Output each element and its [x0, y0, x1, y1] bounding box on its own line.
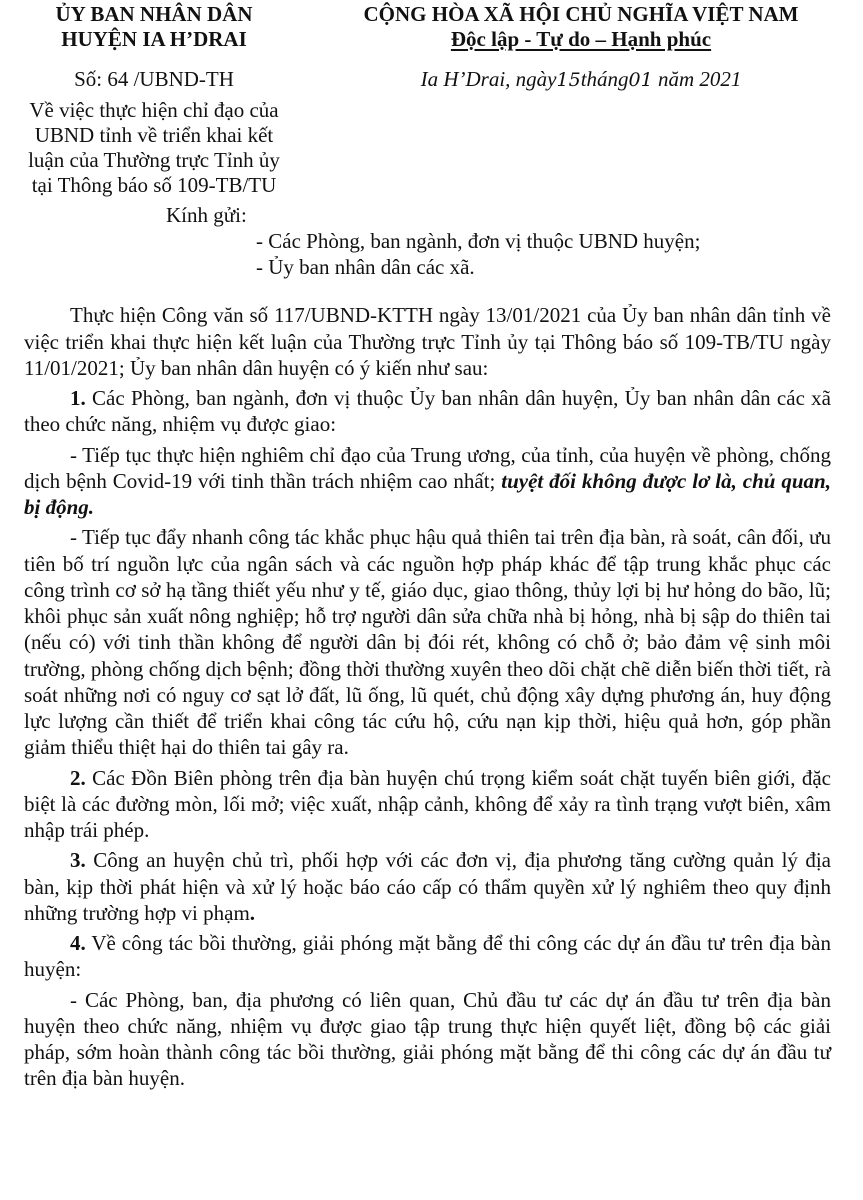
nation-title: CỘNG HÒA XÃ HỘI CHỦ NGHĨA VIỆT NAM [363, 2, 799, 26]
section-1-bullet-1 [24, 442, 831, 521]
bullet-1-text: - Tiếp tục thực hiện nghiêm chỉ đạo của Trung ương, của tỉnh, của huyện về phòng, chống dịch bệnh Covid-19 với tinh thần trách nhiệm cao nhất; [24, 442, 831, 493]
section-2-number: 2. [70, 765, 86, 790]
section-4-text: Về công tác bồi thường, giải phóng mặt bằng để thi công các dự án đầu tư trên địa bàn huyện: [24, 931, 831, 982]
document-header [24, 2, 831, 53]
recipient-block [24, 203, 831, 280]
document-body [24, 302, 831, 1091]
subject-line-4: tại Thông báo số 109-TB/TU [31, 172, 277, 197]
section-1 [24, 385, 831, 438]
doc-number-suffix: /UBND-TH [128, 66, 234, 91]
section-4-number: 4. [70, 931, 86, 956]
section-4-bullet-1: - Các Phòng, ban, địa phương có liên quan, Chủ đầu tư các dự án đầu tư trên địa bàn huyện theo chức năng, nhiệm vụ được giao tập trung thực hiện quyết liệt, đồng bộ các giải pháp, sớm hoàn thành công tác bồi thường, giải phóng mặt bằng để thi công các dự án đầu tư trên địa bàn huyện. [24, 987, 831, 1091]
subject-line-1: Về việc thực hiện chỉ đạo của [29, 98, 279, 123]
section-4 [24, 930, 831, 983]
subject-line-2: UBND tỉnh về triển khai kết [34, 123, 274, 148]
bullet-1-emphasis: tuyệt đối không được lơ là, chủ quan, bị động. [24, 468, 831, 520]
recipient-label: Kính gửi: [166, 203, 247, 228]
date-month: 01 [628, 68, 653, 91]
issuing-authority [24, 2, 284, 53]
section-2 [24, 765, 831, 844]
authority-line-2: HUYỆN IA H’DRAI [61, 27, 247, 52]
national-heading [331, 2, 831, 53]
document-number [24, 67, 284, 93]
national-motto: Độc lập - Tự do – Hạnh phúc [450, 27, 712, 52]
authority-line-1: ỦY BAN NHÂN DÂN [55, 2, 253, 26]
place-and-date [331, 67, 831, 93]
section-3-text: Công an huyện chủ trì, phối hợp với các đơn vị, địa phương tăng cường quản lý địa bàn, kịp thời phát hiện và xử lý hoặc báo cáo cấp có thẩm quyền xử lý nghiêm theo quy định những trường hợp vi phạm [24, 848, 831, 925]
section-3 [24, 847, 831, 926]
recipient-item-1: - Các Phòng, ban ngành, đơn vị thuộc UBND huyện; [256, 229, 701, 254]
section-1-bullet-2: - Tiếp tục đẩy nhanh công tác khắc phục hậu quả thiên tai trên địa bàn, rà soát, cân đối, ưu tiên bố trí nguồn lực của ngân sách và các nguồn hợp pháp khác để tập trung khắc phục các công trình cơ sở hạ tầng thiết yếu như y tế, giáo dục, giao thông, thủy lợi bị hư hỏng do bão, lũ; khôi phục sản xuất nông nghiệp; hỗ trợ người dân sửa chữa nhà bị hỏng, nhà bị sập do thiên tai (nếu có) với tinh thần không để người dân bị đói rét, không có chỗ ở; bảo đảm vệ sinh môi trường, phòng chống dịch bệnh; đồng thời thường xuyên theo dõi chặt chẽ diễn biến thời tiết, rà soát những nơi có nguy cơ sạt lở đất, lũ ống, lũ quét, chủ động xây dựng phương án, huy động lực lượng cần thiết để triển khai công tác cứu hộ, cứu nạn kịp thời, hiệu quả hơn, góp phần giảm thiểu thiệt hại do thiên tai gây ra. [24, 525, 831, 760]
section-3-end: . [249, 900, 256, 925]
month-label: tháng [580, 66, 629, 91]
document-meta [24, 67, 831, 93]
intro-paragraph: Thực hiện Công văn số 117/UBND-KTTH ngày 13/01/2021 của Ủy ban nhân dân tỉnh về việc triển khai thực hiện kết luận của Thường trực Tỉnh ủy tại Thông báo số 109-TB/TU ngày 11/01/2021; Ủy ban nhân dân huyện có ý kiến như sau: [24, 303, 831, 380]
section-2-text: Các Đồn Biên phòng trên địa bàn huyện chú trọng kiểm soát chặt tuyến biên giới, đặc biệt là các đường mòn, lối mở; việc xuất, nhập cảnh, không để xảy ra tình trạng vượt biên, xâm nhập trái phép. [24, 765, 831, 843]
section-3-number: 3. [70, 848, 86, 873]
place-prefix: Ia H’Drai, ngày [420, 66, 557, 91]
document-subject [24, 98, 284, 197]
doc-number-value: 64 [107, 66, 129, 91]
section-1-text: Các Phòng, ban ngành, đơn vị thuộc Ủy ban nhân dân huyện, Ủy ban nhân dân các xã theo chức năng, nhiệm vụ được giao: [24, 386, 831, 437]
section-1-number: 1. [70, 386, 86, 411]
subject-line-3: luận của Thường trực Tỉnh ủy [28, 147, 280, 172]
recipient-item-2: - Ủy ban nhân dân các xã. [256, 254, 475, 279]
year-label: năm 2021 [652, 66, 742, 91]
doc-number-prefix: Số: [74, 66, 108, 91]
date-day: 15 [556, 68, 581, 91]
